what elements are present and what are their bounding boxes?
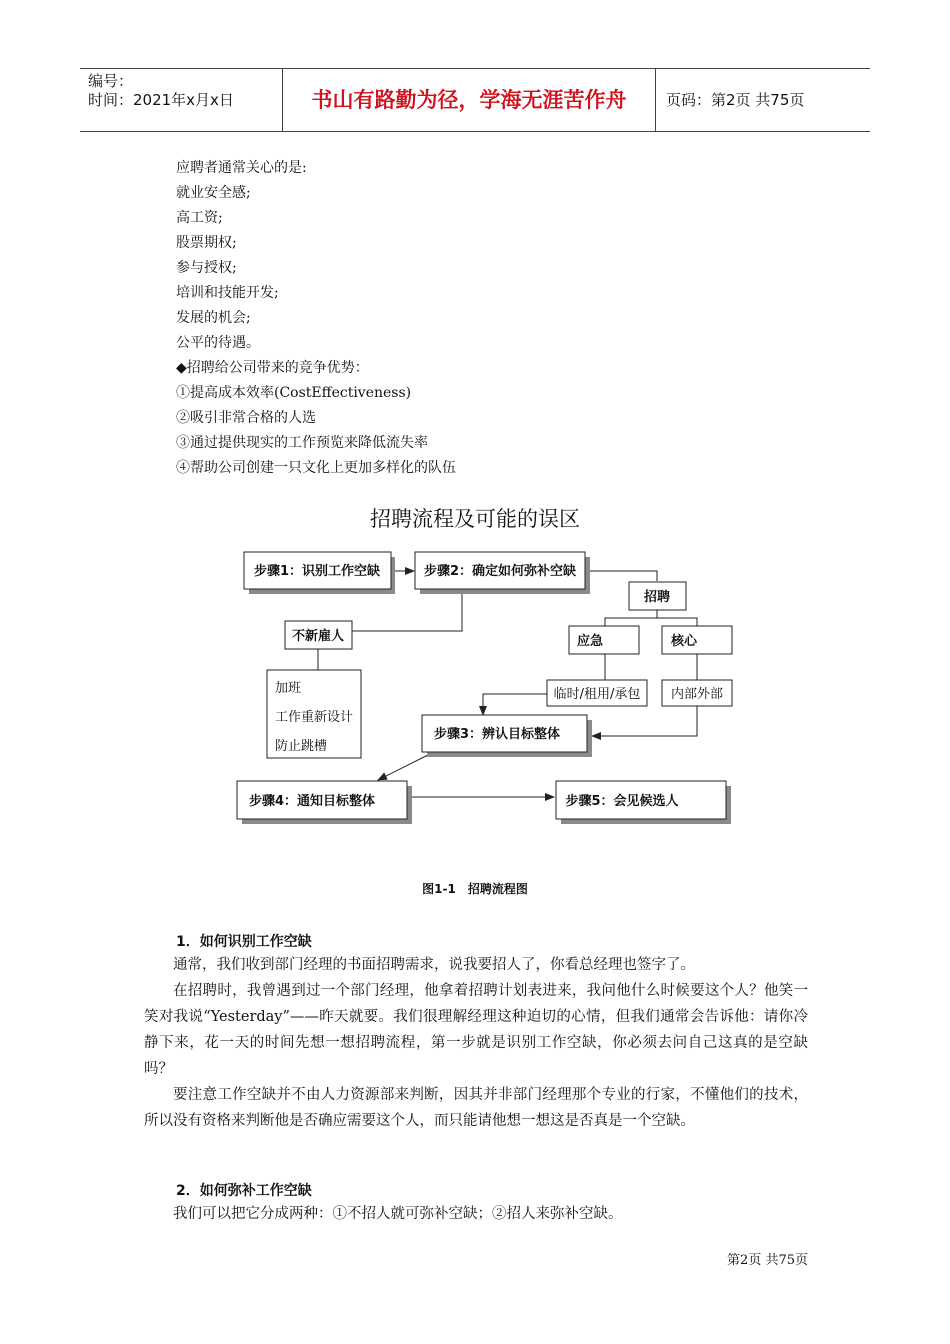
temp-node [547, 680, 647, 706]
emergency-node [569, 626, 639, 654]
no-hire-label: 不新雇人 [291, 629, 345, 644]
section2-paragraph: 我们可以把它分成两种：①不招人就可弥补空缺；②招人来弥补空缺。 [173, 1206, 623, 1222]
concern-item: 高工资; [176, 210, 223, 226]
option-overtime: 加班 [275, 681, 302, 696]
step4-node [237, 781, 412, 824]
line-step2-to-recruit [585, 571, 657, 581]
arrow-step3-to-step4 [378, 754, 430, 780]
section1-paragraph: 在招聘时，我曾遇到过一个部门经理，他拿着招聘计划表进来，我问他什么时候要这个人？他笑一笑对我说“Yesterday”——昨天就要。我们很理解经理这种迫切的心情，但我们通常会告诉他：请你冷静下来，花一天的时间先想一想招聘流程，第一步就是识别工作空缺，你必须去问自己这真的是空缺吗？ [144, 983, 808, 1077]
section1-heading: 1．如何识别工作空缺 [176, 934, 312, 950]
arrow-internal-to-step3 [592, 706, 697, 736]
internal-external-node [662, 680, 732, 706]
concern-item: 股票期权; [176, 235, 237, 251]
advantages-title: ◆招聘给公司带来的竞争优势： [176, 360, 369, 376]
recruit-node [629, 582, 686, 610]
emergency-label: 应急 [576, 634, 604, 649]
diagram-title: 招聘流程及可能的误区 [370, 507, 580, 531]
figure-caption: 图1-1 招聘流程图 [422, 882, 528, 896]
header-motto: 书山有路勤为径，学海无涯苦作舟 [282, 69, 656, 131]
line-recruit-to-emergency-core [605, 610, 657, 626]
concerns-intro: 应聘者通常关心的是: [176, 160, 307, 176]
step3-node [422, 715, 592, 757]
line-step2-to-nohire [352, 588, 462, 631]
step3-label: 步骤3：辨认目标整体 [433, 727, 561, 742]
step5-label: 步骤5：会见候选人 [565, 794, 679, 809]
step2-label: 步骤2：确定如何弥补空缺 [423, 564, 577, 579]
document-date: 时间：2021年x月x日 [88, 91, 234, 109]
no-hire-node [285, 621, 352, 649]
concern-item: 发展的机会; [176, 310, 251, 326]
section1-paragraph: 通常，我们收到部门经理的书面招聘需求，说我要招人了，你看总经理也签字了。 [173, 957, 695, 973]
concern-item: 培训和技能开发; [176, 285, 279, 301]
advantage-item: ③通过提供现实的工作预览来降低流失率 [176, 435, 428, 451]
step1-node [244, 552, 395, 594]
concern-item: 参与授权; [176, 260, 237, 276]
step1-label: 步骤1：识别工作空缺 [253, 564, 381, 579]
advantage-item: ②吸引非常合格的人选 [176, 410, 316, 426]
step2-node [415, 552, 590, 594]
step5-node [556, 781, 731, 824]
option-job-redesign: 工作重新设计 [275, 710, 354, 725]
temp-label: 临时/租用/承包 [553, 687, 641, 702]
arrow-temp-to-step3 [483, 694, 547, 715]
page-footer: 第2页 共75页 [727, 1253, 808, 1268]
advantage-item: ④帮助公司创建一只文化上更加多样化的队伍 [176, 460, 456, 476]
internal-external-label: 内部外部 [670, 687, 724, 702]
step4-label: 步骤4：通知目标整体 [248, 794, 376, 809]
advantage-item: ①提高成本效率(CostEffectiveness) [176, 385, 412, 401]
recruit-label: 招聘 [643, 590, 671, 605]
concern-item: 就业安全感; [176, 185, 251, 201]
section1-paragraph: 要注意工作空缺并不由人力资源部来判断，因其并非部门经理那个专业的行家，不懂他们的技术，所以没有资格来判断他是否确应需要这个人，而只能请他想一想这是否真是一个空缺。 [144, 1087, 808, 1129]
header-page-info: 页码：第2页 共75页 [666, 91, 805, 109]
section2-heading: 2．如何弥补工作空缺 [176, 1183, 312, 1199]
line-recruit-to-core [657, 618, 697, 626]
concern-item: 公平的待遇。 [176, 335, 260, 351]
no-hire-options-node [267, 670, 361, 758]
core-node [662, 626, 732, 654]
option-prevent-turnover: 防止跳槽 [275, 739, 328, 754]
core-label: 核心 [670, 634, 698, 649]
document-number-label: 编号： [88, 72, 134, 90]
